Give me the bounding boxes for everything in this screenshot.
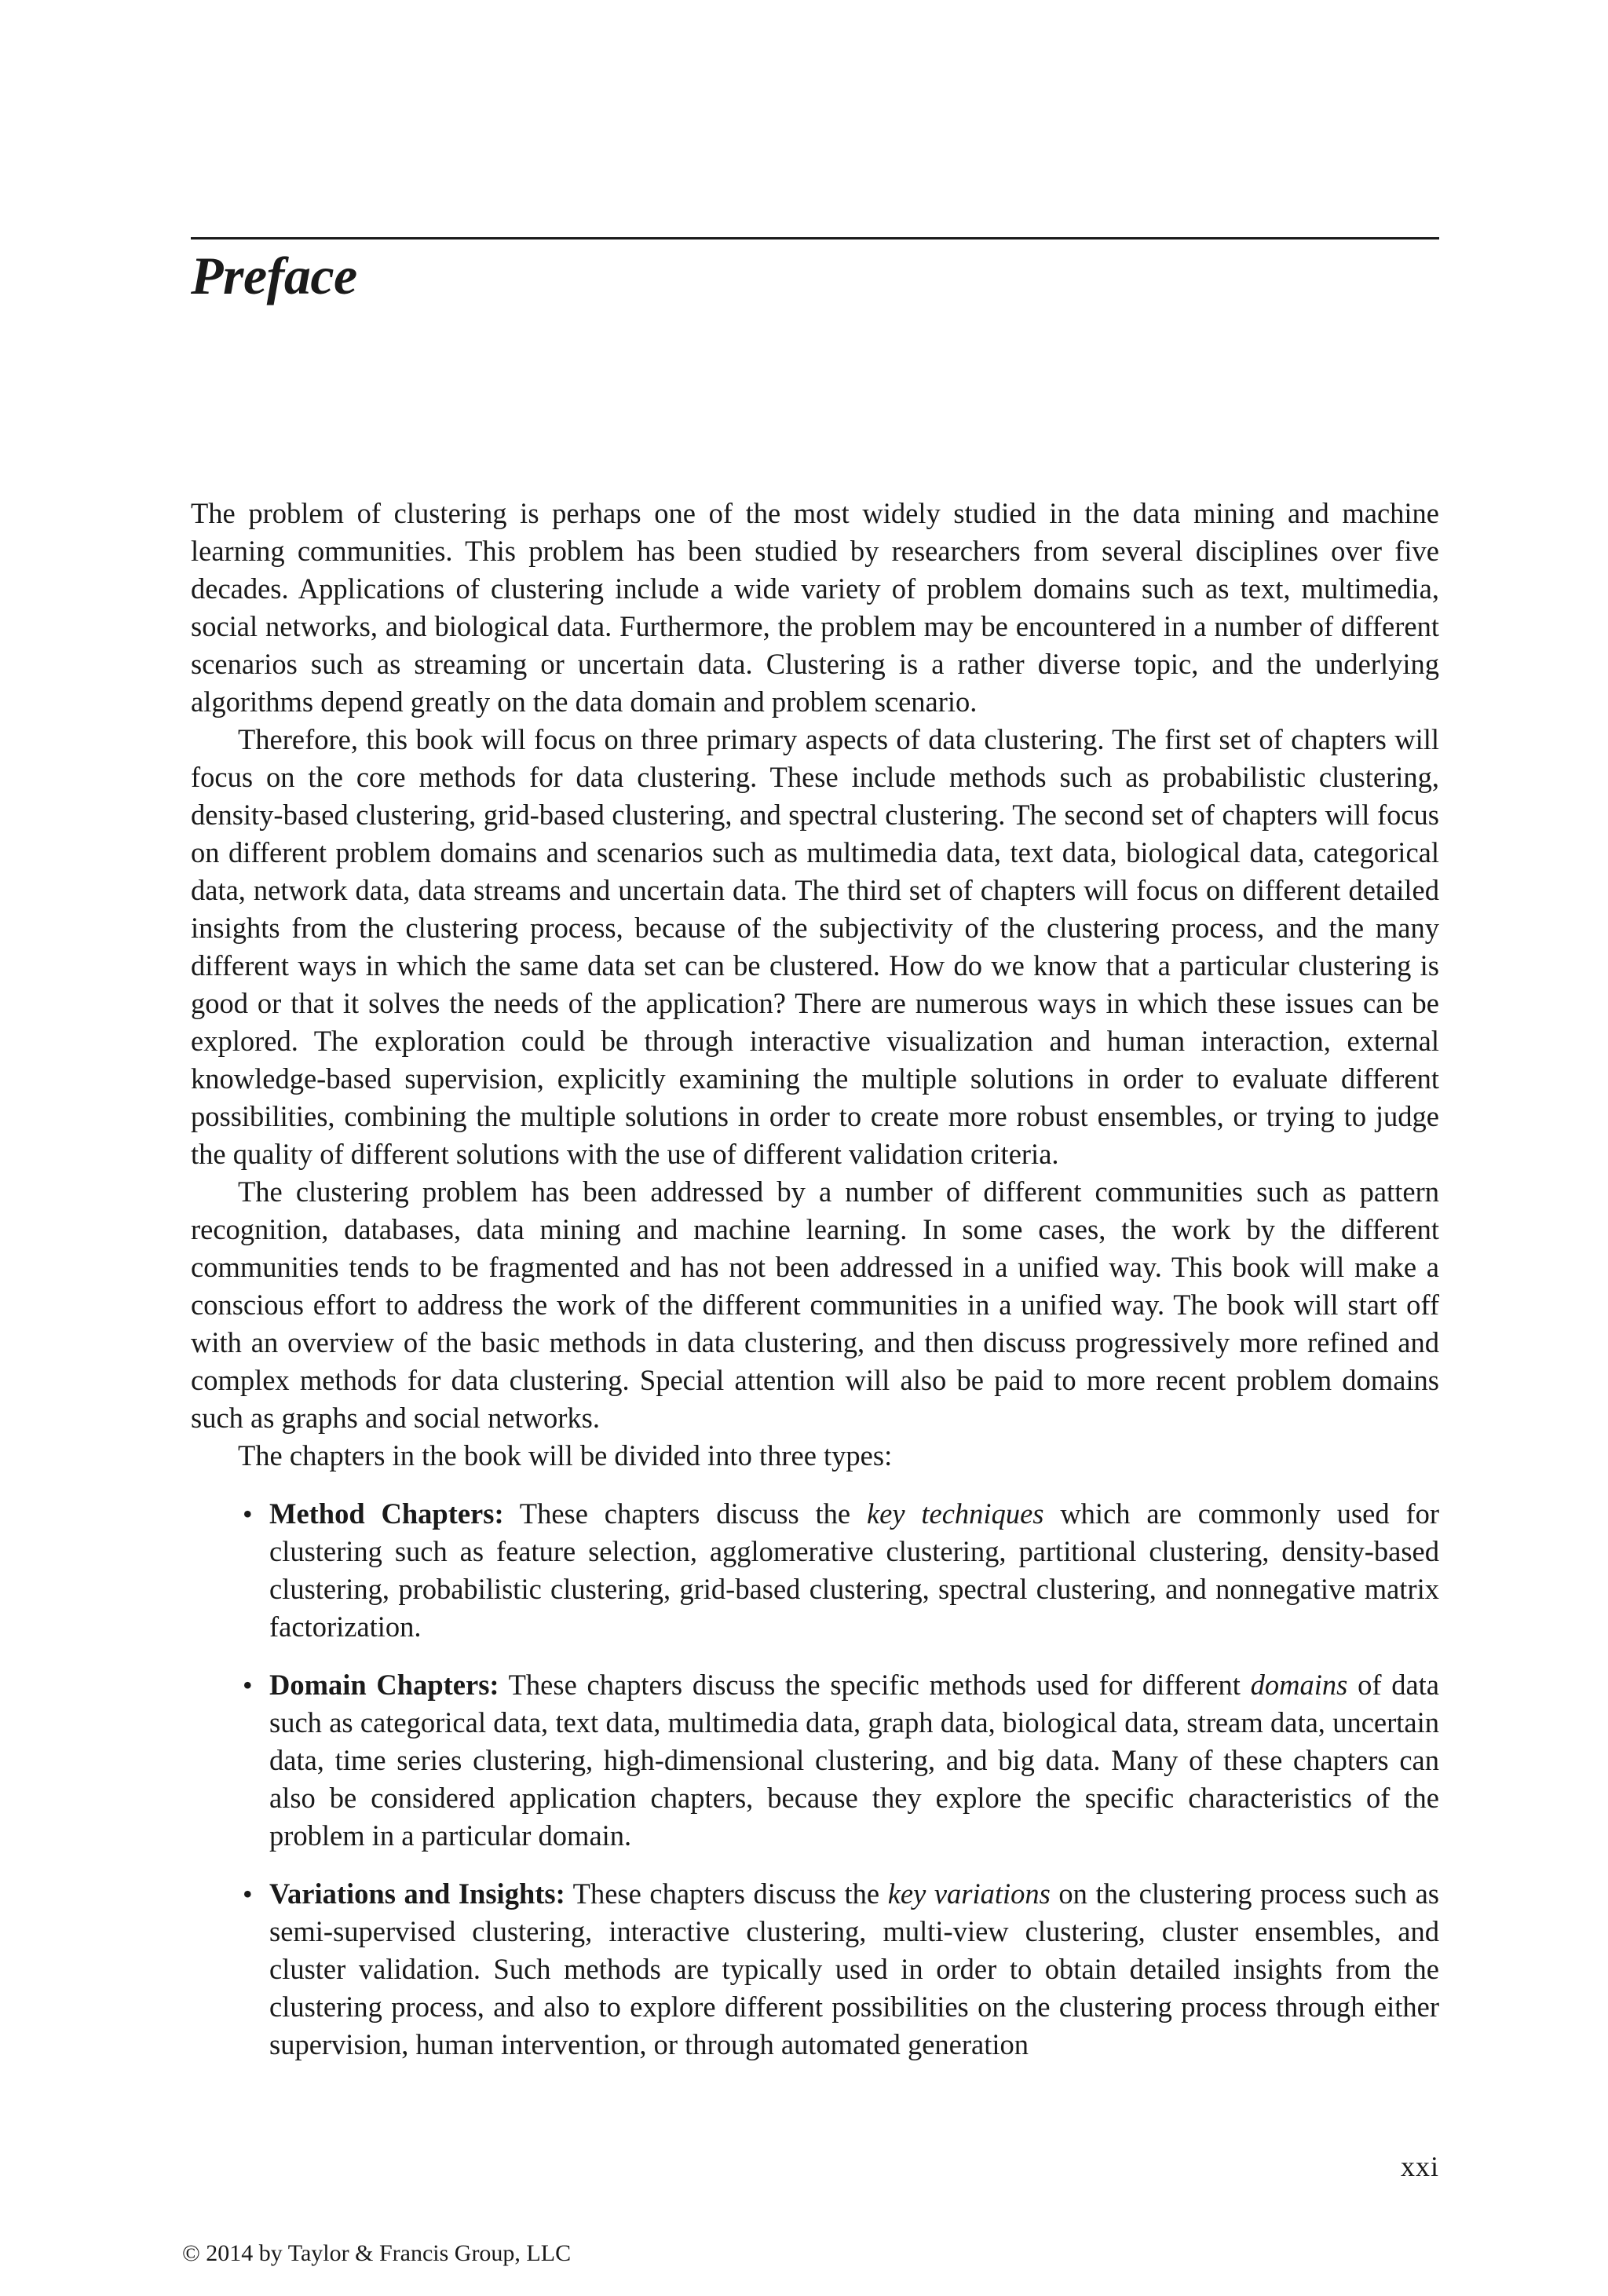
chapter-types-list [191, 1495, 1439, 2064]
bullet-icon: • [243, 1498, 253, 1530]
paragraph-4: The chapters in the book will be divided into three types: [238, 1439, 893, 1472]
list-item-domain-chapters [191, 1666, 1439, 1855]
list-item-text: on the clustering process such as semi-supervised clustering, interactive clustering, multi-view clustering, cluster ensembles, and cluster validation. Such methods are typically used in order to obtain detailed insights from the clustering process, and also to explore different possibilities on the clustering process through either supervision, human intervention, or through automated generation [269, 1877, 1439, 2060]
paragraph-1: The problem of clustering is perhaps one of the most widely studied in the data mining and machine learning communities. This problem has been studied by researchers from several disciplines over five decades. Applications of clustering include a wide variety of problem domains such as text, multimedia, social networks, and biological data. Furthermore, the problem may be encountered in a number of different scenarios such as streaming or uncertain data. Clustering is a rather diverse topic, and the underlying algorithms depend greatly on the data domain and problem scenario. [191, 497, 1439, 718]
copyright-notice: © 2014 by Taylor & Francis Group, LLC [182, 2240, 572, 2266]
list-item-label: Method Chapters: [269, 1497, 504, 1530]
list-item-emphasis: domains [1250, 1669, 1348, 1701]
list-item-label: Variations and Insights: [269, 1877, 565, 1910]
list-item-method-chapters [191, 1495, 1439, 1646]
page-title: Preface [191, 246, 357, 305]
preface-body [191, 495, 1439, 2084]
bullet-icon: • [243, 1878, 253, 1910]
list-item-emphasis: key techniques [866, 1497, 1044, 1530]
list-item-text: of data such as categorical data, text data, multimedia data, graph data, biological data, stream data, uncertain data, time series clustering, high-dimensional clustering, and big data. Many of these chapters can also be considered application chapters, because they explore the specific characteristics of the problem in a particular domain. [269, 1669, 1439, 1852]
list-item-label: Domain Chapters: [269, 1669, 499, 1701]
list-item-variations-insights [191, 1875, 1439, 2064]
list-item-text: which are commonly used for clustering such as feature selection, agglomerative clustering, partitional clustering, density-based clustering, probabilistic clustering, grid-based clustering, spectral clustering, and nonnegative matrix factorization. [269, 1497, 1440, 1643]
title-rule [191, 237, 1439, 239]
list-item-text: These chapters discuss the specific methods used for different [499, 1669, 1251, 1701]
list-item-text: These chapters discuss the [503, 1497, 867, 1530]
list-item-emphasis: key variations [887, 1877, 1051, 1910]
bullet-icon: • [243, 1669, 253, 1701]
paragraph-3: The clustering problem has been addressed by a number of different communities such as pattern recognition, databases, data mining and machine learning. In some cases, the work by the different communities tends to be fragmented and has not been addressed in a unified way. This book will make a conscious effort to address the work of the different communities in a unified way. The book will start off with an overview of the basic methods in data clustering, and then discuss progressively more refined and complex methods for data clustering. Special attention will also be paid to more recent problem domains such as graphs and social networks. [191, 1175, 1439, 1434]
list-item-text: These chapters discuss the [565, 1877, 888, 1910]
paragraph-2: Therefore, this book will focus on three primary aspects of data clustering. The first set of chapters will focus on the core methods for data clustering. These include methods such as probabilistic clustering, density-based clustering, grid-based clustering, and spectral clustering. The second set of chapters will focus on different problem domains and scenarios such as multimedia data, text data, biological data, categorical data, network data, data streams and uncertain data. The third set of chapters will focus on different detailed insights from the clustering process, because of the subjectivity of the clustering process, and the many different ways in which the same data set can be clustered. How do we know that a particular clustering is good or that it solves the needs of the application? There are numerous ways in which these issues can be explored. The exploration could be through interactive visualization and human interaction, external knowledge-based supervision, explicitly examining the multiple solutions in order to evaluate different possibilities, combining the multiple solutions in order to create more robust ensembles, or trying to judge the quality of different solutions with the use of different validation criteria. [191, 723, 1439, 1170]
page-number: xxi [1400, 2151, 1439, 2182]
